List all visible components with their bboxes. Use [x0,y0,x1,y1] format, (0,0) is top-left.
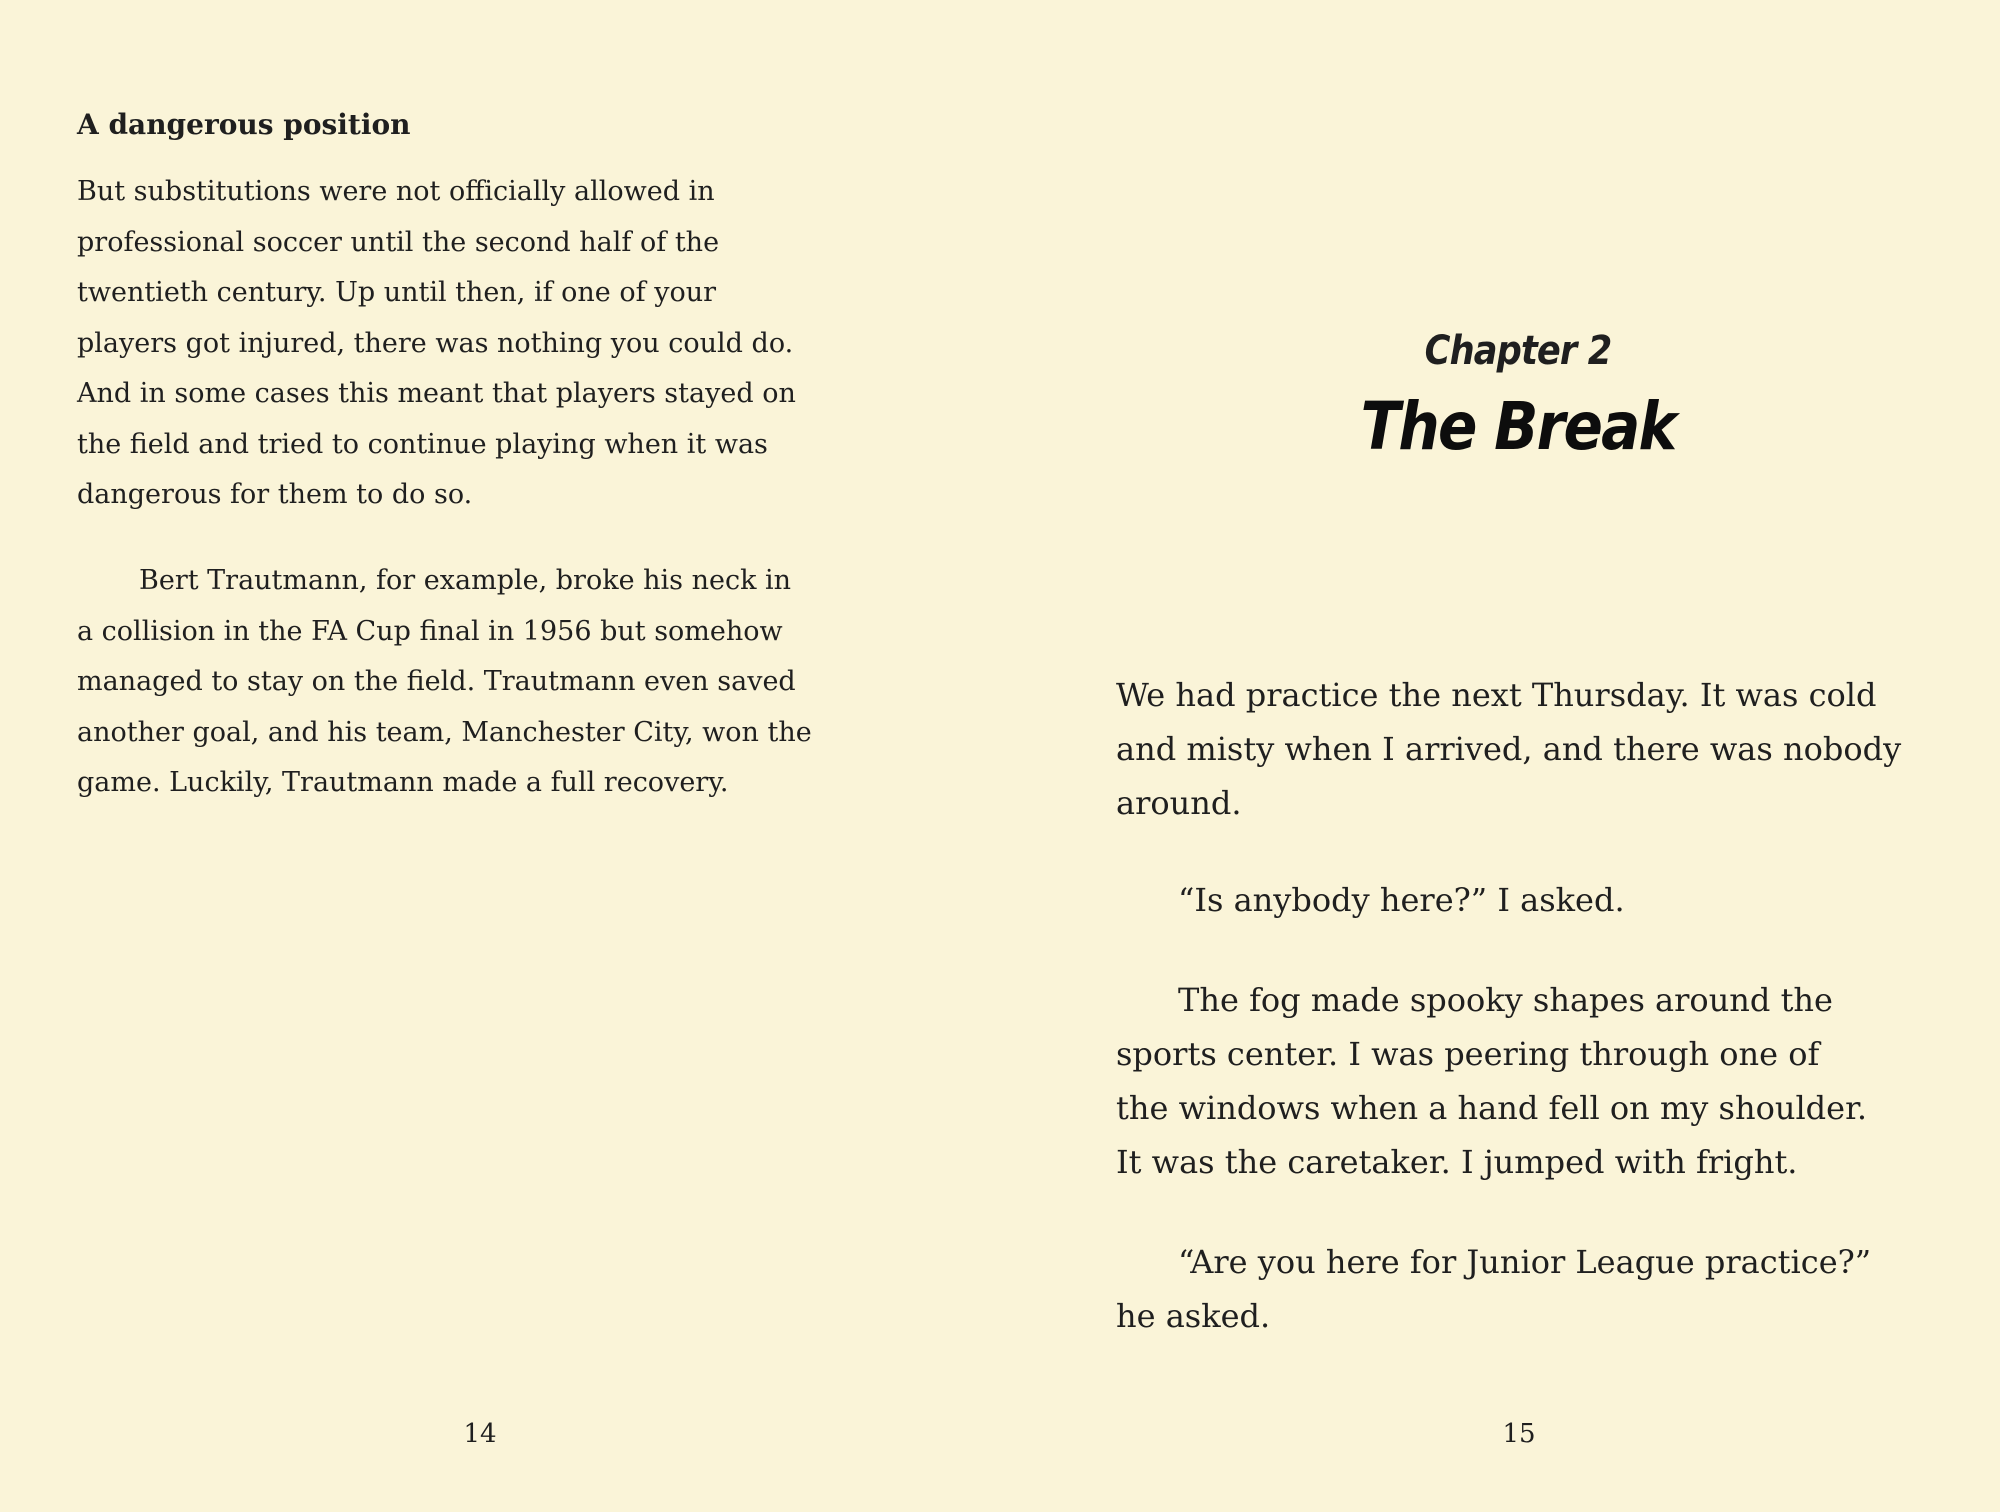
text-line: It was the caretaker. I jumped with fright. [1116,1143,1798,1181]
text-line: the field and tried to continue playing when it was [77,428,768,460]
story-paragraph-2 [1116,873,1986,927]
text-line: and misty when I arrived, and there was nobody [1116,730,1902,768]
page-number: 14 [463,1419,497,1449]
text-line: sports center. I was peering through one of [1116,1035,1820,1073]
text-line: game. Luckily, Trautmann made a full recovery. [77,767,729,798]
text-line: another goal, and his team, Manchester City, won the [77,716,812,748]
text-line: a collision in the FA Cup final in 1956 but somehow [77,615,783,647]
text-line: twentieth century. Up until then, if one of your [77,277,717,308]
right-page [1000,0,2000,1512]
text-line: he asked. [1116,1297,1271,1335]
story-paragraph-1 [1116,668,1986,830]
text-line: But substitutions were not officially allowed in [77,176,715,207]
chapter-label: Chapter 2 [1424,328,1612,374]
sidebar-heading: A dangerous position [77,108,411,141]
text-line: players got injured, there was nothing you could do. [77,327,794,359]
sidebar-paragraph-1 [77,167,897,521]
sidebar-paragraph-2 [77,556,897,809]
text-line: “Is anybody here?” I asked. [1178,881,1625,919]
text-line: professional soccer until the second half of the [77,226,720,258]
text-line: Bert Trautmann, for example, broke his neck in [139,565,792,596]
text-line: the windows when a hand fell on my shoulder. [1116,1089,1868,1127]
text-line: managed to stay on the field. Trautmann even saved [77,666,796,697]
text-line: “Are you here for Junior League practice?” [1178,1243,1872,1281]
text-line: We had practice the next Thursday. It was cold [1116,676,1877,714]
page-number: 15 [1502,1419,1536,1449]
story-paragraph-4 [1116,1235,1986,1343]
story-paragraph-3 [1116,973,1986,1189]
text-line: The fog made spooky shapes around the [1178,981,1833,1019]
text-line: dangerous for them to do so. [77,479,473,510]
chapter-title: The Break [1360,388,1676,465]
text-line: And in some cases this meant that players stayed on [77,378,796,409]
text-line: around. [1116,784,1242,822]
